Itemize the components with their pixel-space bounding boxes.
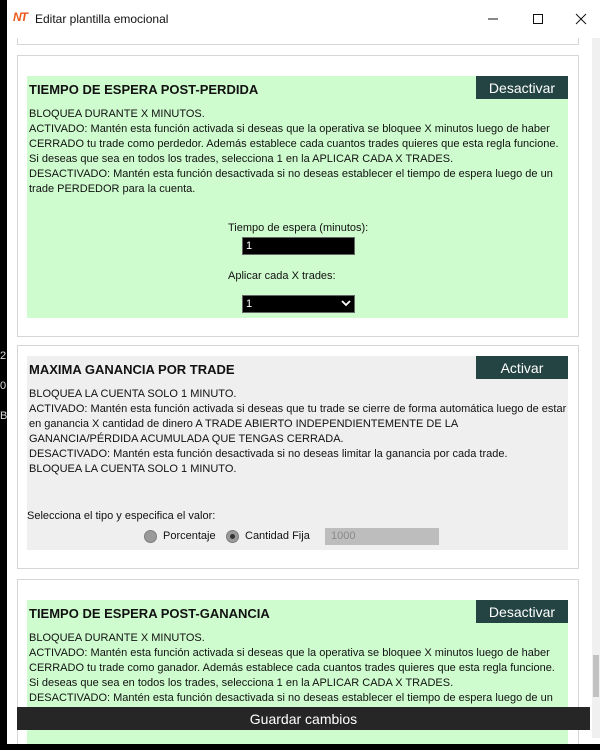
background-fragment: 0 bbox=[0, 380, 7, 392]
wait-time-label: Tiempo de espera (minutos): bbox=[228, 222, 369, 234]
deactivate-button[interactable]: Desactivar bbox=[476, 76, 568, 99]
section-title: MAXIMA GANANCIA POR TRADE bbox=[29, 362, 235, 377]
section-description: BLOQUEA DURANTE X MINUTOS. ACTIVADO: Mantén esta función activada si deseas que la operativa se bloquee X minutos luego de haber CERRADO tu trade como perdedor. Además establece cada cuantos trades quieres que esta regla funcione. Si deseas que sea en todos los trades, selecciona 1 en la APLICAR CADA X TRADES. DESACTIVADO: Mantén esta función desactivada si no deseas establecer el tiempo de espera luego de un trade PERDEDOR para la cuenta. bbox=[29, 108, 559, 195]
card-post-loss-wait bbox=[17, 55, 579, 337]
section-title: TIEMPO DE ESPERA POST-GANANCIA bbox=[29, 606, 270, 621]
section-description: BLOQUEA DURANTE X MINUTOS. ACTIVADO: Mantén esta función activada si deseas que la operativa se bloquee X minutos luego de haber CERRADO tu trade como ganador. Además establece cada cuantos trades quieres que esta regla funcione. Si deseas que sea en todos los trades, selecciona 1 en la APLICAR CADA X TRADES. DESACTIVADO: Mantén esta función desactivada si no deseas establecer el tiempo de espera luego de un bbox=[29, 632, 555, 704]
section-description: BLOQUEA LA CUENTA SOLO 1 MINUTO. ACTIVADO: Mantén esta función activada si deseas que tu trade se cierre de forma automática luego de estar en ganancia X cantidad de dinero A TRADE ABIERTO INDEPENDIENTEMENTE DE LA GANANCIA/PÉRDIDA ACUMULADA QUE TENGAS CERRADA. DESACTIVADO: Mantén esta función desactivada si no deseas limitar la ganancia por cada trade. BLOQUEA LA CUENTA SOLO 1 MINUTO. bbox=[29, 388, 567, 475]
chevron-down-icon bbox=[341, 298, 351, 308]
minimize-button[interactable] bbox=[470, 0, 516, 38]
section-panel-post-loss bbox=[27, 76, 568, 318]
wait-time-input[interactable]: 1 bbox=[242, 237, 355, 255]
minimize-icon bbox=[487, 13, 499, 25]
scrollbar[interactable] bbox=[592, 38, 600, 738]
radio-percent[interactable] bbox=[144, 530, 157, 543]
window-title: Editar plantilla emocional bbox=[35, 12, 169, 26]
type-select-label: Selecciona el tipo y especifica el valor: bbox=[27, 510, 216, 522]
apply-every-label: Aplicar cada X trades: bbox=[228, 270, 336, 282]
radio-fixed-amount[interactable] bbox=[226, 530, 239, 543]
maximize-icon bbox=[532, 13, 544, 25]
close-icon bbox=[575, 13, 587, 25]
app-logo: NT bbox=[13, 10, 27, 24]
card-max-profit bbox=[17, 345, 579, 569]
close-button[interactable] bbox=[558, 0, 600, 38]
activate-button[interactable]: Activar bbox=[476, 356, 568, 379]
section-title: TIEMPO DE ESPERA POST-PERDIDA bbox=[29, 82, 259, 97]
background-fragment: 2 bbox=[0, 350, 7, 362]
amount-input[interactable]: 1000 bbox=[325, 528, 439, 545]
apply-every-select[interactable] bbox=[242, 295, 355, 313]
deactivate-button[interactable]: Desactivar bbox=[476, 600, 568, 623]
title-bar[interactable] bbox=[7, 0, 600, 38]
background-fragment: B bbox=[0, 410, 8, 422]
dialog-window bbox=[7, 0, 600, 744]
apply-every-value: 1 bbox=[246, 298, 253, 310]
radio-percent-label: Porcentaje bbox=[163, 530, 216, 542]
previous-card-edge bbox=[17, 38, 579, 45]
radio-fixed-label: Cantidad Fija bbox=[245, 530, 310, 542]
scrollbar-thumb[interactable] bbox=[593, 655, 599, 697]
save-changes-button[interactable]: Guardar cambios bbox=[17, 707, 590, 730]
settings-scroll-area[interactable] bbox=[7, 38, 592, 744]
maximize-button[interactable] bbox=[515, 0, 561, 38]
section-panel-max-profit bbox=[27, 356, 568, 550]
